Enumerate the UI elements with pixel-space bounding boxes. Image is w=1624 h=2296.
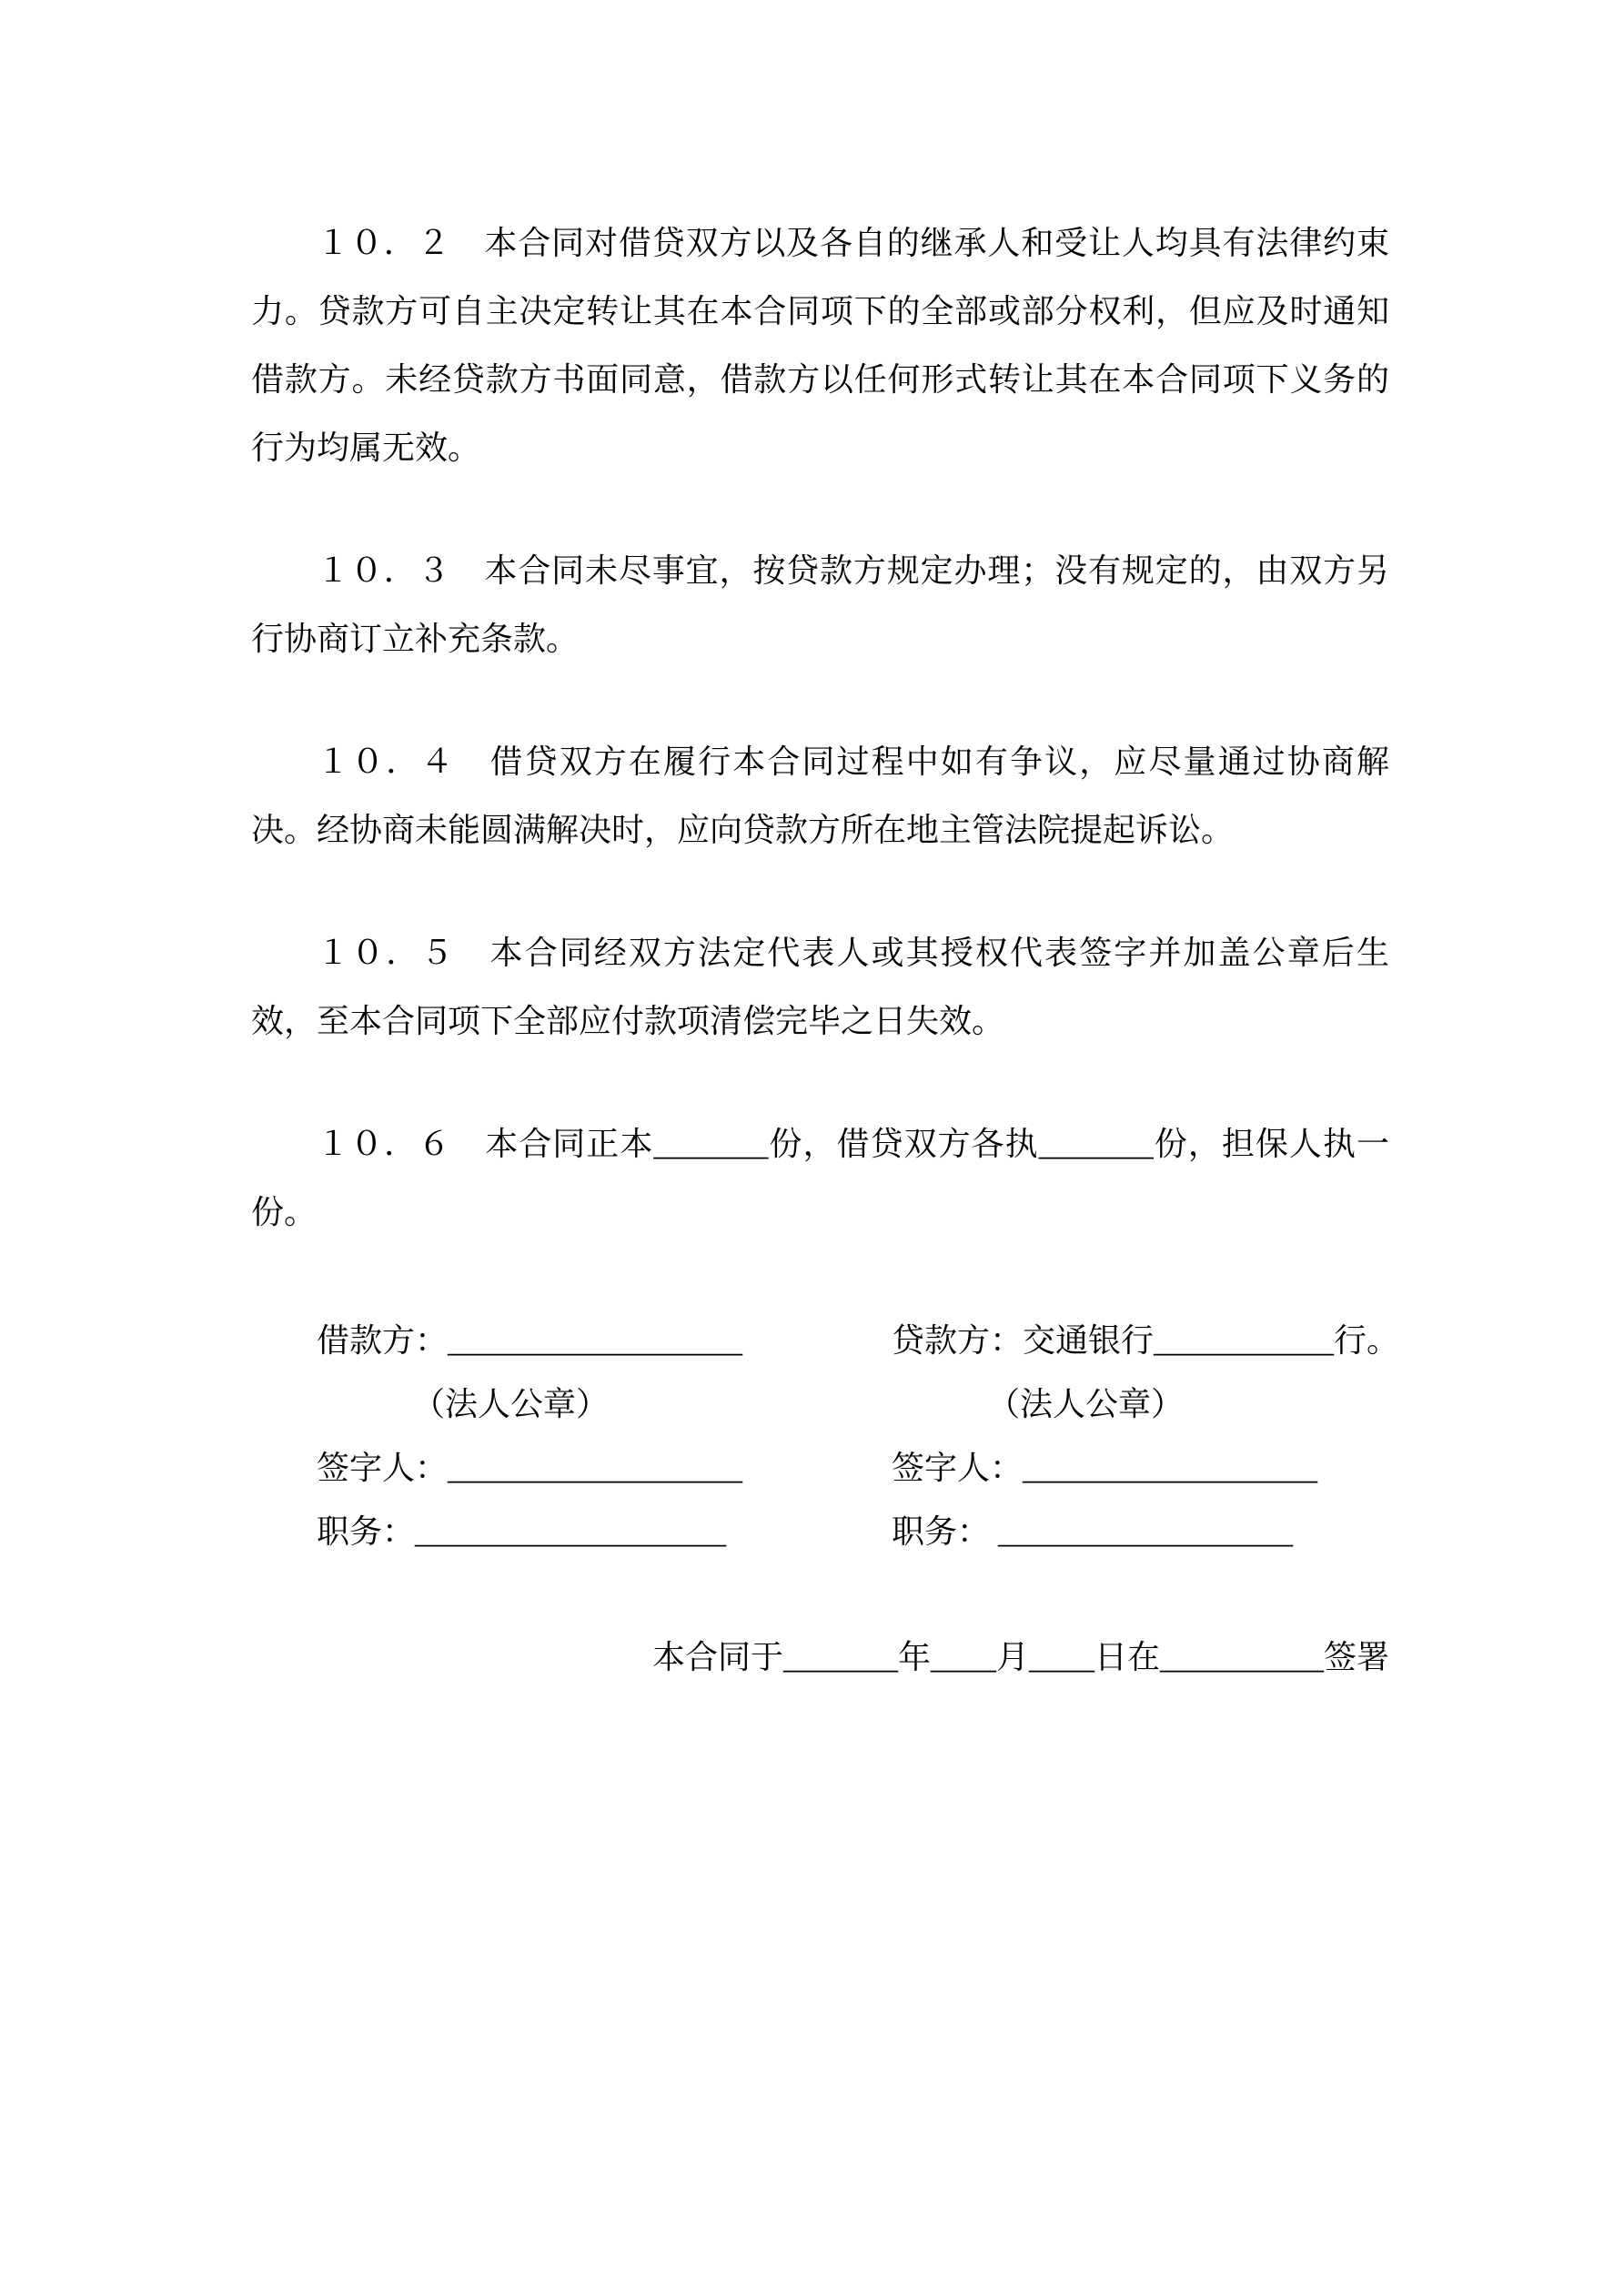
lender-signature-column: [892, 1309, 1399, 1563]
clause-10-6: １０．６ 本合同正本_______份，借贷双方各执_______份，担保人执一份。: [251, 1126, 1389, 1230]
borrower-seal-label: （法人公章）: [412, 1386, 610, 1422]
lender-party-line: 贷款方：交通银行___________行。: [892, 1322, 1400, 1359]
borrower-signer-line: 签字人：__________________: [317, 1450, 743, 1486]
contract-clauses: [251, 209, 1389, 1247]
clause-10-3: １０．３ 本合同未尽事宜，按贷款方规定办理；没有规定的，由双方另行协商订立补充条款。: [251, 552, 1389, 657]
borrower-title-line: 职务：___________________: [317, 1513, 727, 1550]
borrower-signature-column: [317, 1309, 892, 1563]
signature-block: [317, 1309, 1400, 1563]
lender-title-line: 职务： __________________: [892, 1513, 1294, 1550]
lender-seal-label: （法人公章）: [987, 1386, 1185, 1422]
clause-10-5: １０．５ 本合同经双方法定代表人或其授权代表签字并加盖公章后生效，至本合同项下全部应付款项清偿完毕之日失效。: [251, 935, 1389, 1039]
clause-10-2: １０．２ 本合同对借贷双方以及各自的继承人和受让人均具有法律约束力。贷款方可自主决定转让其在本合同项下的全部或部分权利，但应及时通知借款方。未经贷款方书面同意，借款方以任何形式转让其在本合同项下义务的行为均属无效。: [251, 225, 1389, 466]
closing-date-line: 本合同于_______年____月____日在__________签署: [651, 1639, 1389, 1675]
lender-signer-line: 签字人：__________________: [892, 1450, 1318, 1486]
clause-10-4: １０．４ 借贷双方在履行本合同过程中如有争议，应尽量通过协商解决。经协商未能圆满解决时，应向贷款方所在地主管法院提起诉讼。: [251, 743, 1389, 848]
borrower-party-line: 借款方：__________________: [317, 1322, 743, 1359]
